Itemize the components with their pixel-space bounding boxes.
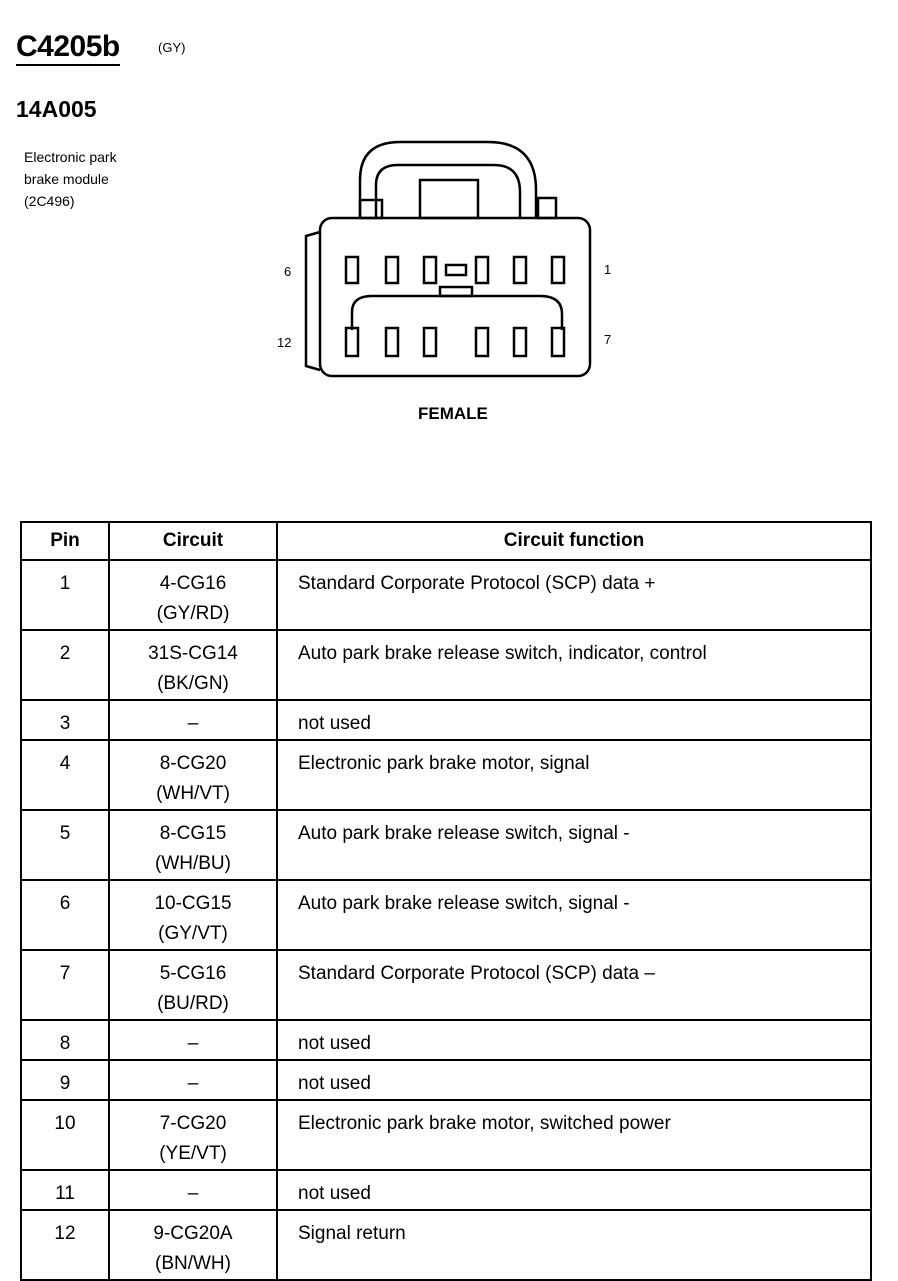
table-row (21, 950, 871, 1020)
pin-cavity-9 (476, 328, 488, 356)
pin-number: 6 (21, 880, 109, 950)
circuit-function: Electronic park brake motor, signal (277, 740, 871, 810)
circuit-cell (109, 1210, 277, 1280)
pin-cavity-12 (346, 328, 358, 356)
pin-cavity-10 (424, 328, 436, 356)
pin-number: 4 (21, 740, 109, 810)
wire-color: (WH/VT) (156, 783, 230, 804)
pin-number: 8 (21, 1020, 109, 1060)
connector-side-ear (306, 232, 320, 370)
circuit-function: not used (277, 1060, 871, 1100)
pin-cavity-6 (346, 257, 358, 283)
circuit-id: 31S-CG14 (148, 643, 238, 664)
circuit-id: 9-CG20A (153, 1223, 233, 1244)
pin-cavity-7 (552, 328, 564, 356)
connector-gender: FEMALE (418, 404, 488, 423)
circuit-function: Standard Corporate Protocol (SCP) data + (277, 560, 871, 630)
circuit-cell (109, 880, 277, 950)
connector-latch-tab (420, 180, 478, 218)
circuit-id: – (187, 1183, 199, 1204)
circuit-id: 4-CG16 (159, 573, 227, 594)
circuit-function: not used (277, 700, 871, 740)
pin-number: 7 (21, 950, 109, 1020)
wire-color: (BK/GN) (157, 673, 229, 694)
table-row (21, 1100, 871, 1170)
circuit-id: 8-CG15 (159, 823, 227, 844)
circuit-id: – (187, 713, 199, 734)
wire-color: (BU/RD) (157, 993, 229, 1014)
circuit-cell (109, 560, 277, 630)
circuit-function: not used (277, 1170, 871, 1210)
circuit-function: Auto park brake release switch, signal - (277, 810, 871, 880)
header-circuit: Circuit (109, 522, 277, 560)
table-row (21, 700, 871, 740)
circuit-cell (109, 1100, 277, 1170)
pin-number: 9 (21, 1060, 109, 1100)
circuit-function: Standard Corporate Protocol (SCP) data – (277, 950, 871, 1020)
connector-face-drawing (0, 0, 898, 450)
connector-key-notch (440, 287, 472, 296)
pin-number: 1 (21, 560, 109, 630)
circuit-function: Auto park brake release switch, indicator, control (277, 630, 871, 700)
header-pin: Pin (21, 522, 109, 560)
circuit-id: – (187, 1073, 199, 1094)
pin-number: 2 (21, 630, 109, 700)
connector-latch-inner (376, 165, 520, 218)
module-desc-line3: (2C496) (24, 193, 75, 209)
table-row (21, 1020, 871, 1060)
connector-keyway (352, 296, 562, 330)
pin-label-6: 6 (284, 264, 292, 279)
pin-number: 10 (21, 1100, 109, 1170)
circuit-function: Signal return (277, 1210, 871, 1280)
header-function: Circuit function (277, 522, 871, 560)
table-row (21, 810, 871, 880)
connector-color: (GY) (158, 40, 186, 55)
connector-latch-small-right (538, 198, 556, 218)
circuit-function: Electronic park brake motor, switched power (277, 1100, 871, 1170)
circuit-id: 7-CG20 (159, 1113, 227, 1134)
circuit-cell (109, 810, 277, 880)
part-number: 14A005 (16, 96, 97, 122)
pin-number: 3 (21, 700, 109, 740)
table-row (21, 1060, 871, 1100)
pin-cavity-2 (514, 257, 526, 283)
table-row (21, 740, 871, 810)
wire-color: (GY/RD) (156, 603, 230, 624)
wire-color: (GY/VT) (158, 923, 228, 944)
pin-cavity-1 (552, 257, 564, 283)
circuit-cell (109, 1020, 277, 1060)
circuit-id: 5-CG16 (159, 963, 227, 984)
module-desc-line1: Electronic park (24, 149, 117, 165)
circuit-cell (109, 950, 277, 1020)
table-header-row (21, 522, 871, 560)
circuit-cell (109, 1170, 277, 1210)
pin-number: 12 (21, 1210, 109, 1280)
pin-cavity-8 (514, 328, 526, 356)
pin-label-12: 12 (277, 335, 292, 350)
table-row (21, 560, 871, 630)
circuit-function: not used (277, 1020, 871, 1060)
pin-cavity-5 (386, 257, 398, 283)
circuit-cell (109, 1060, 277, 1100)
pin-label-1: 1 (604, 262, 612, 277)
connector-id: C4205b (16, 30, 120, 66)
circuit-id: 10-CG15 (154, 893, 232, 914)
circuit-cell (109, 700, 277, 740)
circuit-id: – (187, 1033, 199, 1054)
table-row (21, 1170, 871, 1210)
circuit-function: Auto park brake release switch, signal - (277, 880, 871, 950)
pin-polarizer (446, 265, 466, 275)
wire-color: (WH/BU) (155, 853, 231, 874)
module-desc-line2: brake module (24, 171, 109, 187)
circuit-cell (109, 630, 277, 700)
table-row (21, 1210, 871, 1280)
wire-color: (BN/WH) (155, 1253, 231, 1274)
pin-cavity-4 (424, 257, 436, 283)
table-row (21, 880, 871, 950)
connector-latch-small-left (360, 200, 382, 218)
circuit-cell (109, 740, 277, 810)
pin-number: 11 (21, 1170, 109, 1210)
wire-color: (YE/VT) (159, 1143, 227, 1164)
pin-cavity-3 (476, 257, 488, 283)
pin-number: 5 (21, 810, 109, 880)
pin-label-7: 7 (604, 332, 612, 347)
pinout-table (20, 521, 872, 1281)
table-row (21, 630, 871, 700)
circuit-id: 8-CG20 (159, 753, 227, 774)
pin-cavity-11 (386, 328, 398, 356)
